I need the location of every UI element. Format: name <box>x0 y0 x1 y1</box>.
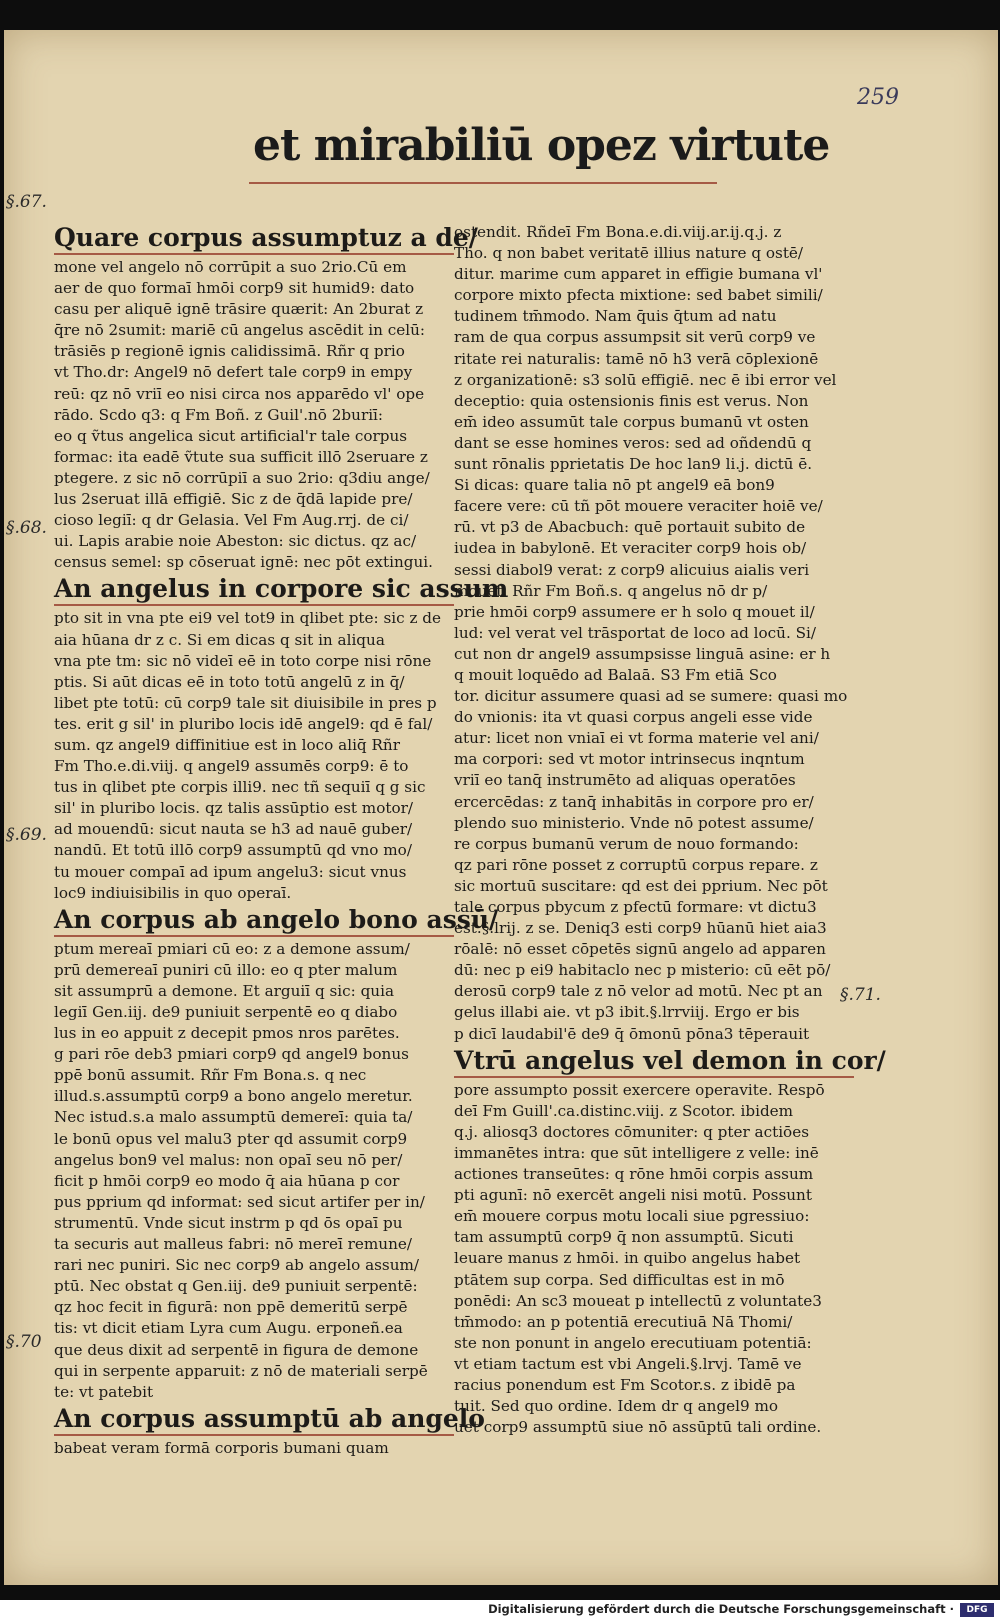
text-line: ptegere. z sic nō corrūpiī a suo 2rio: q3diu ange/ <box>54 468 430 487</box>
text-line: re corpus bumanū verum de nouo formando: <box>454 834 799 853</box>
running-head: et mirabiliū opez virtute <box>253 120 830 171</box>
text-line: Fm Tho.e.di.viij. q angel9 assumēs corp9: ē to <box>54 757 409 776</box>
folio-number: 259 <box>857 85 899 110</box>
text-line: derosū corp9 tale z nō velor ad motū. Nec pt an <box>454 982 823 1001</box>
text-line: vna pte tm: sic nō videī eē in toto corpe nisi rōne <box>54 651 432 670</box>
text-line: uet corp9 assumptū siue nō assūptū tali ordine. <box>454 1418 822 1437</box>
text-line: vt etiam tactum est vbi Angeli.§.lrvj. Tamē ve <box>454 1354 802 1373</box>
text-line: leuare manus z hmōi. in quibo angelus habet <box>454 1249 801 1268</box>
text-line: que deus dixit ad serpentē in figura de demone <box>54 1340 419 1359</box>
margin-note-70: §.70 <box>6 1332 42 1352</box>
text-line: prie hmōi corp9 assumere er h solo q mouet il/ <box>454 602 815 621</box>
text-line: pti agunī: nō exercēt angeli nisi motū. Possunt <box>454 1186 812 1205</box>
text-line: lus 2seruat illā effigiē. Sic z de q̄dā lapide pre/ <box>54 490 413 509</box>
text-line: ppē bonū assumit. Rñr Fm Bona.s. q nec <box>54 1066 367 1085</box>
text-line: babeat veram formā corporis bumani quam <box>54 1438 389 1457</box>
footer-credit: Digitalisierung gefördert durch die Deutsche Forschungsgemeinschaft · <box>488 1602 954 1616</box>
text-line: loc9 indiuisibilis in quo operaī. <box>54 883 292 902</box>
text-line: g pari rōe deb3 pmiari corp9 qd angel9 bonus <box>54 1045 409 1064</box>
text-line: tudinem tm̄modo. Nam q̄uis q̄tum ad natu <box>454 307 777 326</box>
text-line: libet pte totū: cū corp9 tale sit diuisibile in pres p <box>54 693 437 712</box>
text-line: cioso legiī: q dr Gelasia. Vel Fm Aug.rrj. de ci/ <box>54 511 409 530</box>
text-line: casu per aliquē ignē trāsire quærit: An 2burat z <box>54 300 424 319</box>
text-line: ste non ponunt in angelo erecutiuam potentiā: <box>454 1333 812 1352</box>
text-line: sum. qz angel9 diffinitiue est in loco aliq̄ Rñr <box>54 735 400 754</box>
text-line: mone vel angelo nō corrūpit a suo 2rio.Cū em <box>54 258 407 276</box>
text-line: angelus bon9 vel malus: non opaī seu nō per/ <box>54 1150 403 1169</box>
text-line: Si dicas: quare talia nō pt angel9 eā bon9 <box>454 476 775 495</box>
text-line: immanētes intra: que sūt intelligere z velle: inē <box>454 1143 819 1162</box>
text-line: nandū. Et totū illō corp9 assumptū qd vno mo/ <box>54 841 412 860</box>
text-line: trāsiēs p regionē ignis calidissimā. Rñr q prio <box>54 342 405 361</box>
text-line: gelus illabi aie. vt p3 ibit.§.lrrviij. Ergo er bis <box>454 1003 800 1022</box>
text-line: lus in eo appuit z decepit pmos nros parētes. <box>54 1024 400 1043</box>
text-line: qz pari rōne posset z corruptū corpus repare. z <box>454 855 818 874</box>
text-line: ad mouendū: sicut nauta se h3 ad nauē guber/ <box>54 820 413 839</box>
text-line: ficit p hmōi corp9 eo modo q̄ aia hūana p cor <box>54 1171 400 1190</box>
text-line: ritate rei naturalis: tamē nō h3 verā cōplexionē <box>454 349 819 368</box>
text-line: aer de quo formaī hmōi corp9 sit humid9: dato <box>54 279 415 298</box>
margin-note-68: §.68. <box>6 518 47 538</box>
margin-note-71: §.71. <box>840 985 881 1005</box>
text-line: vriī eo tanq̄ instrumēto ad aliquas operatōes <box>454 771 796 790</box>
text-line: pto sit in vna pte ei9 vel tot9 in qlibet pte: sic z de <box>54 609 441 628</box>
text-line: racius ponendum est Fm Scotor.s. z ibidē pa <box>454 1375 796 1394</box>
text-line: ostendit. Rñdeī Fm Bona.e.di.viij.ar.ij.q.j. z <box>454 223 782 241</box>
text-line: sil' in pluribo locis. qz talis assūptio est motor/ <box>54 799 413 818</box>
text-line: ponēdi: An sc3 moueat p intellectū z voluntate3 <box>454 1291 822 1310</box>
text-line: rū. vt p3 de Abacbuch: quē portauit subito de <box>454 518 806 537</box>
text-line: legiī Gen.iij. de9 puniuit serpentē eo q diabo <box>54 1003 398 1021</box>
text-line: rōalē: nō esset cōpetēs signū angelo ad apparen <box>454 940 826 959</box>
text-line: qz hoc fecit in figurā: non ppē demeritū serpē <box>54 1298 408 1317</box>
text-line: ta securis aut malleus fabri: nō mereī remune/ <box>54 1235 412 1254</box>
text-line: qui in serpente apparuit: z nō de materiali serpē <box>54 1361 428 1380</box>
text-line: tm̄modo: an p potentiā erecutiuā Nā Thomi/ <box>454 1312 793 1331</box>
text-line: te: vt patebit <box>54 1382 154 1401</box>
left-text-column <box>54 222 509 1459</box>
text-line: ptum mereaī pmiari cū eo: z a demone assum/ <box>54 939 410 958</box>
text-line: eo q ṽtus angelica sicut artificial'r tale corpus <box>54 426 408 445</box>
section-heading: An angelus in corpore sic assum <box>54 573 454 606</box>
text-line: atur: licet non vniaī ei vt forma materie vel ani/ <box>454 729 819 748</box>
margin-note-69: §.69. <box>6 825 47 845</box>
text-line: pore assumpto possit exercere operavite. Respō <box>454 1080 825 1099</box>
text-line: strumentū. Vnde sicut instrm p qd ōs opaī pu <box>54 1213 403 1232</box>
section-heading: An corpus assumptū ab angelo <box>54 1403 454 1436</box>
text-line: tes. erit g sil' in pluribo locis idē angel9: qd ē fal/ <box>54 714 433 733</box>
text-line: le bonū opus vel malu3 pter qd assumit corp9 <box>54 1129 408 1148</box>
text-line: tus in qlibet pte corpis illi9. nec tñ sequiī q g sic <box>54 778 426 797</box>
text-line: rari nec puniri. Sic nec corp9 ab angelo assum/ <box>54 1256 420 1275</box>
text-line: sic mortuū suscitare: qd est dei pprium. Nec pōt <box>454 876 828 895</box>
dfg-logo: DFG <box>960 1603 994 1617</box>
margin-note-67: §.67. <box>6 192 47 212</box>
footer-bar <box>0 1600 1000 1621</box>
text-line: ptātem sup corpa. Sed difficultas est in mō <box>454 1270 785 1289</box>
text-line: aia hūana dr z c. Si em dicas q sit in aliqua <box>54 630 385 649</box>
text-line: ui. Lapis arabie noie Abeston: sic dictus. qz ac/ <box>54 532 417 551</box>
text-line: ptū. Nec obstat q Gen.iij. de9 puniuit serpentē: <box>54 1277 418 1296</box>
text-line: p dicī laudabil'ē de9 q̄ ōmonū pōna3 tēperauit <box>454 1024 810 1043</box>
text-line: iudea in babylonē. Et veraciter corp9 hois ob/ <box>454 539 807 558</box>
text-line: rādo. Scdo q3: q Fm Boñ. z Guil'.nō 2buriī: <box>54 405 384 424</box>
text-line: tale corpus pbycum z pfectū formare: vt dictu3 <box>454 898 817 916</box>
text-line: sit assumprū a demone. Et arguiī q sic: quia <box>54 981 395 1000</box>
text-line: cut non dr angel9 assumpsisse linguā asine: er h <box>454 644 831 663</box>
text-line: tis: vt dicit etiam Lyra cum Augu. erponeñ.ea <box>54 1319 403 1338</box>
text-line: formac: ita eadē ṽtute sua sufficit illō 2seruare z <box>54 447 428 466</box>
text-line: ercercēdas: z tanq̄ inhabitās in corpore pro er/ <box>454 792 814 811</box>
text-line: plendo suo ministerio. Vnde nō potest assume/ <box>454 813 814 832</box>
text-line: ditur. marime cum apparet in effigie bumana vl' <box>454 265 823 284</box>
text-line: deī Fm Guill'.ca.distinc.viij. z Scotor. ibidem <box>454 1101 794 1120</box>
text-line: mouet. Rñr Fm Boñ.s. q angelus nō dr p/ <box>454 581 768 600</box>
text-line: em̄ ideo assumūt tale corpus bumanū vt osten <box>454 412 809 431</box>
text-line: Nec istud.s.a malo assumptū demereī: quia ta/ <box>54 1108 413 1127</box>
text-line: corpore mixto pfecta mixtione: sed babet simili/ <box>454 286 823 305</box>
section-heading: Vtrū angelus vel demon in cor/ <box>454 1045 854 1078</box>
book-page <box>4 30 998 1585</box>
text-line: ma corpori: sed vt motor intrinsecus inqntum <box>454 750 805 769</box>
text-line: tor. dicitur assumere quasi ad se sumere: quasi mo <box>454 687 848 706</box>
text-line: em̄ mouere corpus motu locali siue pgressiuo: <box>454 1207 810 1226</box>
text-line: q̄re nō 2sumit: mariē cū angelus ascēdit in celū: <box>54 321 425 340</box>
text-line: ram de qua corpus assumpsit sit verū corp9 ve <box>454 328 816 347</box>
text-line: tuit. Sed quo ordine. Idem dr q angel9 mo <box>454 1397 779 1416</box>
text-line: q mouit loquēdo ad Balaā. S3 Fm etiā Sco <box>454 665 777 684</box>
text-line: lud: vel verat vel trāsportat de loco ad locū. Si/ <box>454 623 816 642</box>
running-head-rule <box>249 182 717 184</box>
text-line: prū demereaī puniri cū illo: eo q pter malum <box>54 960 398 979</box>
text-line: dū: nec p ei9 habitaclo nec p misterio: cū eēt pō/ <box>454 961 831 980</box>
text-line: Tho. q non babet veritatē illius nature q ostē/ <box>454 244 804 263</box>
text-line: facere vere: cū tñ pōt mouere veraciter hoiē ve/ <box>454 497 823 516</box>
text-line: census semel: sp cōseruat ignē: nec pōt extingui. <box>54 553 433 572</box>
text-line: pus pprium qd informat: sed sicut artifer per in/ <box>54 1192 425 1211</box>
text-line: q.j. aliosq3 doctores cōmuniter: q pter actiōes <box>454 1122 809 1141</box>
text-line: tu mouer compaī ad ipum angelu3: sicut vnus <box>54 862 407 881</box>
text-line: do vnionis: ita vt quasi corpus angeli esse vide <box>454 708 813 727</box>
text-line: deceptio: quia ostensionis finis est verus. Non <box>454 391 809 410</box>
section-heading: An corpus ab angelo bono assū/ <box>54 904 454 937</box>
text-line: sessi diabol9 verat: z corp9 alicuius aialis veri <box>454 560 810 579</box>
text-line: ptis. Si aūt dicas eē in toto totū angelū z in q̄/ <box>54 672 405 691</box>
text-line: est.§.lrij. z se. Deniq3 esti corp9 hūanū hiet aia3 <box>454 919 827 938</box>
text-line: illud.s.assumptū corp9 a bono angelo meretur. <box>54 1087 413 1106</box>
text-line: reū: qz nō vriī eo nisi circa nos apparēdo vl' ope <box>54 384 425 403</box>
text-line: z organizationē: s3 solū effigiē. nec ē ibi error vel <box>454 370 837 389</box>
text-line: sunt rōnalis pprietatis De hoc lan9 li.j. dictū ē. <box>454 455 813 474</box>
text-line: tam assumptū corp9 q̄ non assumptū. Sicuti <box>454 1228 794 1247</box>
section-heading: Quare corpus assumptuz a de/ <box>54 222 454 255</box>
text-line: dant se esse homines veros: sed ad oñdendū q <box>454 433 812 452</box>
text-line: vt Tho.dr: Angel9 nō defert tale corp9 in empy <box>54 363 413 382</box>
text-line: actiones transeūtes: q rōne hmōi corpis assum <box>454 1165 814 1184</box>
